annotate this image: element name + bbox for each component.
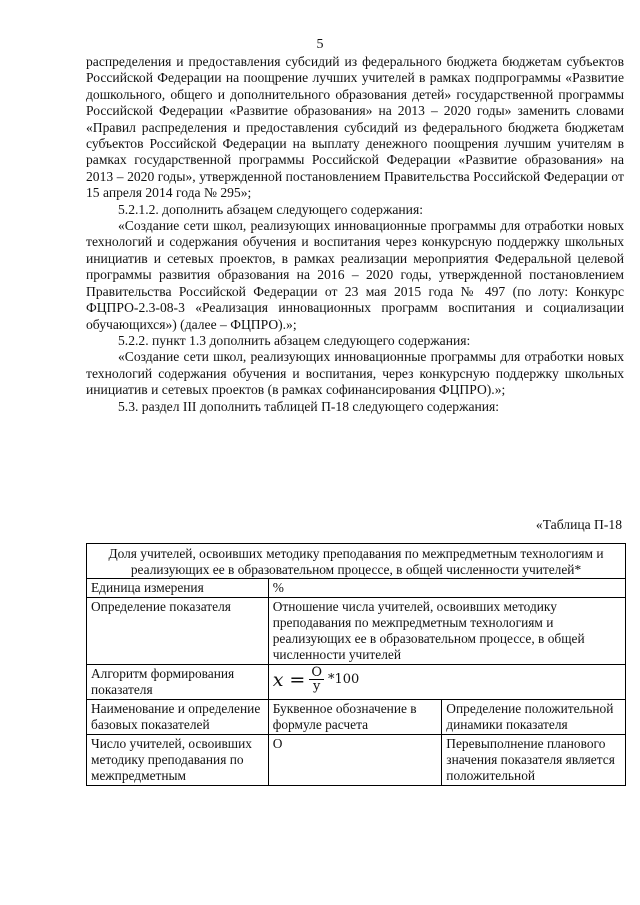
table-header-row (87, 700, 626, 735)
paragraph: «Создание сети школ, реализующих инновационные программы для отработки новых технологий и содержания обучения и воспитания через конкурсную поддержку школьных инициатив и сетевых проектов, в рамках реализации мероприятия Федеральной целевой программы развития образования на 2016 – 2020 годы, утвержденной постановлением Правительства Российской Федерации от 23 мая 2015 года № 497 (по лоту: Конкурс ФЦПРО-2.3-08-3 «Реализация инновационных программ воспитания и социализации обучающихся») (далее – ФЦПРО).»; (86, 218, 624, 332)
paragraph: 5.2.1.2. дополнить абзацем следующего содержания: (118, 201, 423, 217)
table-cell: Перевыполнение планового значения показателя является положительной (442, 735, 626, 786)
formula-fraction (309, 666, 324, 693)
table-title-row (87, 544, 626, 579)
algorithm-label: Алгоритм формирования показателя (87, 665, 269, 700)
column-header: Определение положительной динамики показателя (442, 700, 626, 735)
table-row (87, 598, 626, 665)
formula-lhs: x (272, 668, 284, 691)
table-title: Доля учителей, освоивших методику преподавания по межпредметным технологиям и реализующих ее в образовательном процессе, в общей численности учителей* (87, 544, 626, 579)
formula (273, 666, 360, 693)
column-header: Буквенное обозначение в формуле расчета (268, 700, 442, 735)
table-cell: Число учителей, освоивших методику преподавания по межпредметным (87, 735, 269, 786)
paragraph: 5.3. раздел III дополнить таблицей П-18 следующего содержания: (118, 398, 500, 414)
table-row (87, 579, 626, 598)
paragraph: распределения и предоставления субсидий из федерального бюджета бюджетам субъектов Российской Федерации на поощрение лучших учителей в рамках подпрограммы «Развитие дошкольного, общего и дополнительного образования детей» государственной программы Российской Федерации «Развитие образования» на 2013 – 2020 годы» заменить словами «Правил распределения и предоставления субсидий из федерального бюджета бюджетам субъектов Российской Федерации на выплату денежного поощрения лучшим учителям в рамках государственной программы Российской Федерации «Развитие образования» на 2013 – 2020 годы», утвержденной постановлением Правительства Российской Федерации от 15 апреля 2014 года № 295»; (86, 54, 624, 201)
paragraph: «Создание сети школ, реализующих инновационные программы для отработки новых технологий содержания обучения и воспитания, через конкурсную поддержку школьных инициатив и сетевых проектов (в рамках софинансирования ФЦПРО).»; (86, 349, 624, 398)
formula-multiplier: *100 (328, 671, 360, 687)
unit-label: Единица измерения (87, 579, 269, 598)
page-number: 5 (316, 37, 324, 52)
formula-eq: = (289, 668, 306, 691)
body-text (86, 54, 624, 415)
indicator-table (86, 543, 626, 786)
formula-cell (268, 665, 625, 700)
table-caption: «Таблица П-18 (535, 517, 622, 532)
column-header: Наименование и определение базовых показателей (87, 700, 269, 735)
formula-numerator: O (311, 665, 322, 680)
table-cell: О (268, 735, 442, 786)
table-row (87, 735, 626, 786)
definition-label: Определение показателя (87, 598, 269, 665)
formula-denominator: y (312, 679, 321, 694)
unit-value: % (268, 579, 625, 598)
definition-value: Отношение числа учителей, освоивших методику преподавания по межпредметным технологиям и реализующих ее в образовательном процессе, в общей численности учителей (268, 598, 625, 665)
table-row (87, 665, 626, 700)
paragraph: 5.2.2. пункт 1.3 дополнить абзацем следующего содержания: (118, 332, 471, 348)
